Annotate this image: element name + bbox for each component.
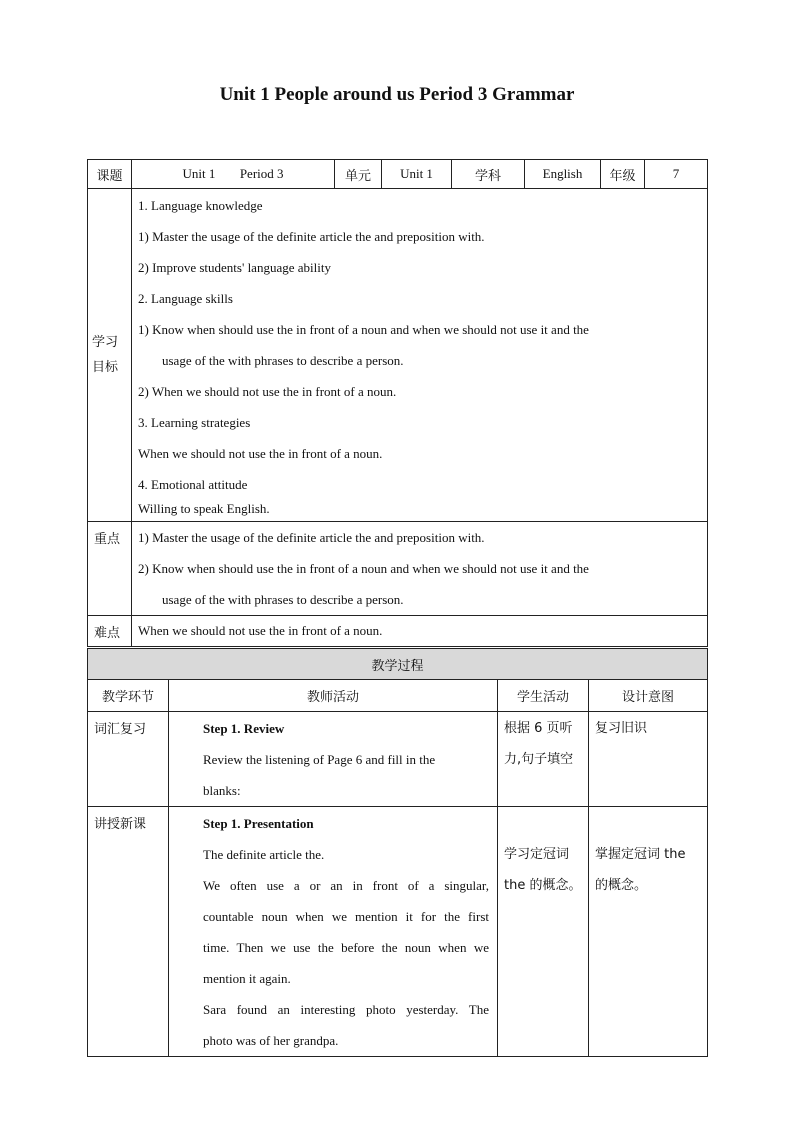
intent-line: 的概念。 — [595, 878, 648, 893]
info-row — [88, 160, 708, 189]
step-title: Step 1. Review — [203, 721, 285, 736]
danyuan-value: Unit 1 — [382, 160, 452, 189]
xueke-label: 学科 — [452, 160, 525, 189]
xueke-value: English — [525, 160, 601, 189]
objective-line: 1. Language knowledge — [138, 198, 263, 213]
process-columns-row — [88, 680, 708, 712]
intent-line: 复习旧识 — [595, 721, 648, 736]
teacher-line: The definite article the. — [203, 847, 325, 862]
stage-cell: 讲授新课 — [88, 807, 169, 1057]
student-line: 根据 6 页听 — [504, 721, 573, 736]
teacher-line: photo was of her grandpa. — [203, 1033, 339, 1048]
difficulties-label: 难点 — [88, 616, 132, 647]
objective-line: When we should not use the in front of a noun. — [138, 446, 383, 461]
teacher-activity-cell — [169, 807, 498, 1057]
nianji-label: 年级 — [601, 160, 645, 189]
objective-line: 3. Learning strategies — [138, 415, 251, 430]
key-point-line: 1) Master the usage of the definite article the and preposition with. — [138, 530, 485, 545]
objective-line: 2) When we should not use the in front of a noun. — [138, 384, 397, 399]
objective-line: usage of the with phrases to describe a person. — [162, 353, 404, 368]
keti-label: 课题 — [88, 160, 132, 189]
keti-period: Period 3 — [239, 166, 284, 181]
table-row — [88, 807, 708, 1057]
nianji-value: 7 — [645, 160, 708, 189]
danyuan-label: 单元 — [335, 160, 382, 189]
objective-line: 2. Language skills — [138, 291, 233, 306]
teacher-line: countable noun when we mention it for the first — [203, 909, 489, 924]
objective-line: 1) Know when should use the in front of a noun and when we should not use it and the — [138, 322, 589, 337]
teacher-line: time. Then we use the before the noun when we — [203, 940, 489, 955]
teacher-line: mention it again. — [203, 971, 291, 986]
lesson-info-table — [87, 159, 708, 647]
process-header: 教学过程 — [88, 649, 708, 680]
key-points-row — [88, 522, 708, 616]
stage-cell: 词汇复习 — [88, 712, 169, 807]
objective-line: 2) Improve students' language ability — [138, 260, 331, 275]
column-header-student: 学生活动 — [498, 680, 589, 712]
key-points-label: 重点 — [88, 522, 132, 616]
page-title: Unit 1 People around us Period 3 Grammar — [219, 84, 575, 105]
key-point-line: 2) Know when should use the in front of a noun and when we should not use it and the — [138, 561, 589, 576]
objective-line: 1) Master the usage of the definite article the and preposition with. — [138, 229, 485, 244]
objectives-row — [88, 189, 708, 522]
teaching-process-table — [87, 648, 708, 1057]
column-header-stage: 教学环节 — [88, 680, 169, 712]
teacher-activity-cell — [169, 712, 498, 807]
student-activity-cell — [498, 807, 589, 1057]
student-line: 学习定冠词 — [504, 847, 570, 862]
column-header-teacher: 教师活动 — [169, 680, 498, 712]
student-line: the 的概念。 — [504, 878, 582, 893]
teacher-line: Review the listening of Page 6 and fill in the — [203, 752, 436, 767]
student-line: 力,句子填空 — [504, 752, 574, 767]
objectives-content — [132, 189, 708, 522]
design-intent-cell — [589, 807, 708, 1057]
difficulties-content: When we should not use the in front of a noun. — [132, 616, 708, 647]
student-activity-cell — [498, 712, 589, 807]
keti-value — [132, 160, 335, 189]
key-point-line: usage of the with phrases to describe a person. — [162, 592, 404, 607]
objectives-label: 学习 目标 — [88, 189, 132, 522]
teacher-line: blanks: — [203, 783, 241, 798]
key-points-content — [132, 522, 708, 616]
process-header-row — [88, 649, 708, 680]
intent-line: 掌握定冠词 the — [595, 847, 686, 862]
difficulties-row — [88, 616, 708, 647]
column-header-intent: 设计意图 — [589, 680, 708, 712]
objective-line: Willing to speak English. — [138, 501, 270, 516]
keti-unit: Unit 1 — [182, 166, 216, 181]
table-row — [88, 712, 708, 807]
teacher-line: We often use a or an in front of a singular, — [203, 878, 489, 893]
teacher-line: Sara found an interesting photo yesterday. The — [203, 1002, 489, 1017]
step-title: Step 1. Presentation — [203, 816, 314, 831]
objective-line: 4. Emotional attitude — [138, 477, 248, 492]
design-intent-cell — [589, 712, 708, 807]
